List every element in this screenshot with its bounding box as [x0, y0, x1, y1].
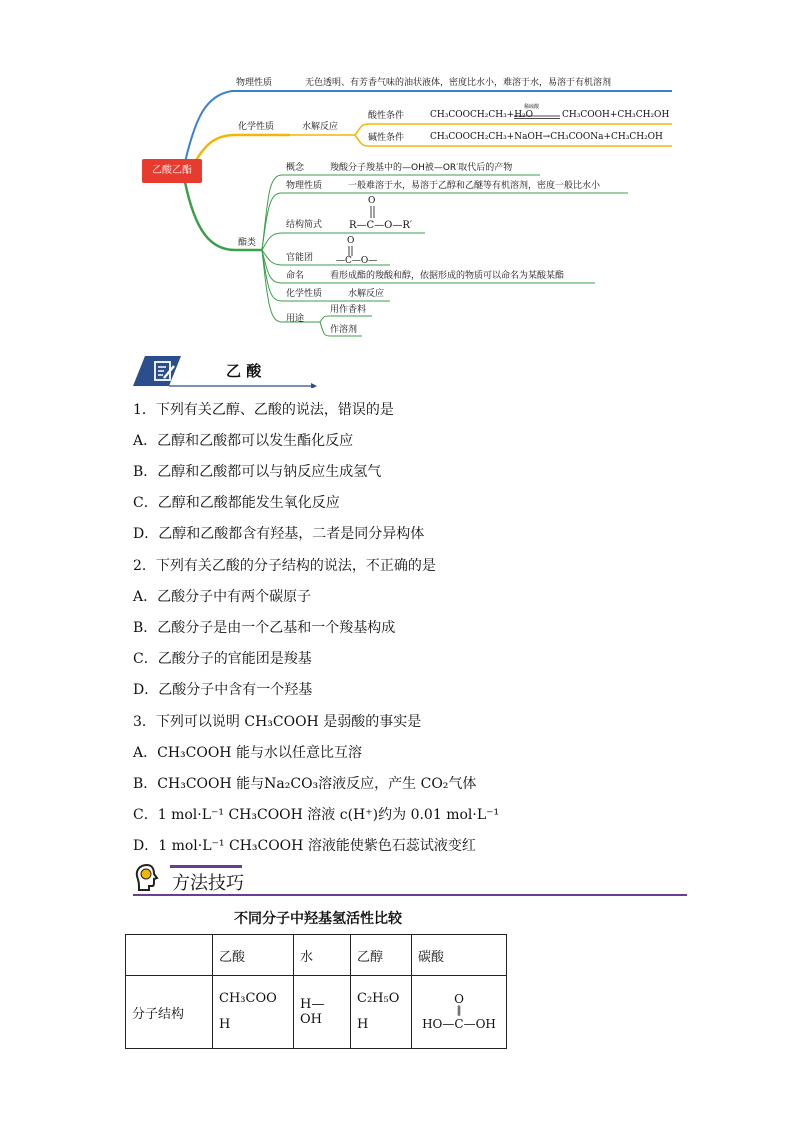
acid-equation-left: CH₃COOCH₂CH₃+H₂O — [430, 110, 534, 120]
esters-label: 酯类 — [238, 238, 257, 248]
acid-condition-label: 酸性条件 — [368, 111, 405, 121]
question-2-stem: 2．下列有关乙酸的分子结构的说法，不正确的是 — [133, 558, 436, 574]
ester-chemical-text: 水解反应 — [348, 289, 385, 299]
hydrolysis-label: 水解反应 — [302, 122, 339, 132]
question-1-option-d: D．乙醇和乙酸都含有羟基，二者是同分异构体 — [133, 526, 425, 542]
question-3-stem: 3．下列可以说明 CH₃COOH 是弱酸的事实是 — [133, 714, 422, 730]
cell-carbonic — [412, 976, 507, 1049]
functional-group-formula: —C—O— — [336, 256, 378, 266]
ethanol-line-2: H — [357, 1017, 369, 1032]
acid-equation-right: CH₃COOH+CH₃CH₂OH — [562, 110, 670, 120]
methods-divider — [133, 894, 687, 896]
question-2-option-d: D．乙酸分子中含有一个羟基 — [133, 682, 313, 698]
mind-map — [0, 0, 794, 350]
question-1-option-b: B．乙醇和乙酸都可以与钠反应生成氢气 — [133, 464, 382, 480]
ester-physical-label: 物理性质 — [286, 181, 323, 191]
question-2-option-c: C．乙酸分子的官能团是羧基 — [133, 651, 312, 667]
header-cell-acetic: 乙酸 — [213, 935, 294, 976]
head-lightbulb-icon — [133, 862, 161, 892]
question-2-option-b: B．乙酸分子是由一个乙基和一个羧基构成 — [133, 620, 396, 636]
structure-oxygen: O — [368, 196, 376, 206]
carbonic-double-bond: ‖ — [456, 1005, 462, 1016]
ester-physical-text: 一般难溶于水，易溶于乙醇和乙醚等有机溶剂，密度一般比水小 — [348, 181, 601, 191]
cell-water: H—OH — [294, 976, 351, 1049]
carbonic-formula: HO—C—OH — [422, 1017, 496, 1031]
row-label: 分子结构 — [126, 976, 213, 1049]
functional-group-label: 官能团 — [286, 253, 314, 263]
use-item-1: 用作香料 — [330, 305, 367, 315]
physical-text: 无色透明、有芳香气味的油状液体，密度比水小，难溶于水，易溶于有机溶剂 — [305, 78, 612, 88]
base-equation: CH₃COOCH₂CH₃+NaOH→CH₃COONa+CH₃CH₂OH — [430, 132, 663, 142]
carbonic-oxygen: O — [454, 992, 464, 1006]
header-cell-empty — [126, 935, 213, 976]
functional-group-oxygen: O — [347, 236, 355, 246]
structure-formula: R—C—O—R′ — [349, 220, 413, 231]
question-3-option-a: A．CH₃COOH 能与水以任意比互溶 — [133, 745, 362, 761]
acetic-line-1: CH₃COO — [219, 991, 277, 1006]
mind-map-root: 乙酸乙酯 — [142, 159, 202, 183]
notepad-pencil-icon — [152, 358, 178, 384]
table-title: 不同分子中羟基氢活性比较 — [234, 911, 402, 927]
ester-chemical-label: 化学性质 — [286, 289, 323, 299]
methods-title: 方法技巧 — [172, 873, 244, 894]
table-row-structure — [126, 976, 507, 1049]
cell-ethanol — [351, 976, 412, 1049]
chemical-label: 化学性质 — [238, 122, 275, 132]
structure-label: 结构简式 — [286, 220, 323, 230]
naming-label: 命名 — [286, 271, 305, 281]
cell-acetic — [213, 976, 294, 1049]
base-condition-label: 碱性条件 — [368, 133, 405, 143]
table-header-row — [126, 935, 507, 976]
header-cell-water: 水 — [294, 935, 351, 976]
use-label: 用途 — [286, 314, 305, 324]
question-3-option-b: B．CH₃COOH 能与Na₂CO₃溶液反应，产生 CO₂气体 — [133, 776, 477, 792]
question-3-option-d: D．1 mol·L⁻¹ CH₃COOH 溶液能使紫色石蕊试液变红 — [133, 838, 476, 854]
acetic-line-2: H — [219, 1017, 231, 1032]
question-1-option-a: A．乙醇和乙酸都可以发生酯化反应 — [133, 433, 354, 449]
question-1-stem: 1．下列有关乙醇、乙酸的说法，错误的是 — [133, 402, 394, 418]
question-2-option-a: A．乙酸分子中有两个碳原子 — [133, 589, 312, 605]
header-cell-ethanol: 乙醇 — [351, 935, 412, 976]
section-title: 乙 酸 — [226, 362, 262, 380]
use-item-2: 作溶剂 — [330, 325, 358, 335]
header-cell-carbonic: 碳酸 — [412, 935, 507, 976]
physical-label: 物理性质 — [236, 78, 273, 88]
mind-map-branches — [0, 0, 794, 350]
naming-text: 看形成酯的羧酸和醇，依据形成的物质可以命名为某酸某酯 — [330, 271, 565, 281]
ethanol-line-1: C₂H₅O — [357, 991, 400, 1006]
question-1-option-c: C．乙醇和乙酸都能发生氧化反应 — [133, 495, 340, 511]
acid-equation-condition: 稀硫酸 — [524, 104, 540, 110]
concept-text: 羧酸分子羧基中的—OH被—OR′取代后的产物 — [330, 163, 513, 173]
comparison-table — [125, 934, 507, 1049]
question-3-option-c: C．1 mol·L⁻¹ CH₃COOH 溶液 c(H⁺)约为 0.01 mol·L⁻¹ — [133, 807, 500, 823]
methods-title-accent — [170, 865, 242, 868]
concept-label: 概念 — [286, 163, 305, 173]
